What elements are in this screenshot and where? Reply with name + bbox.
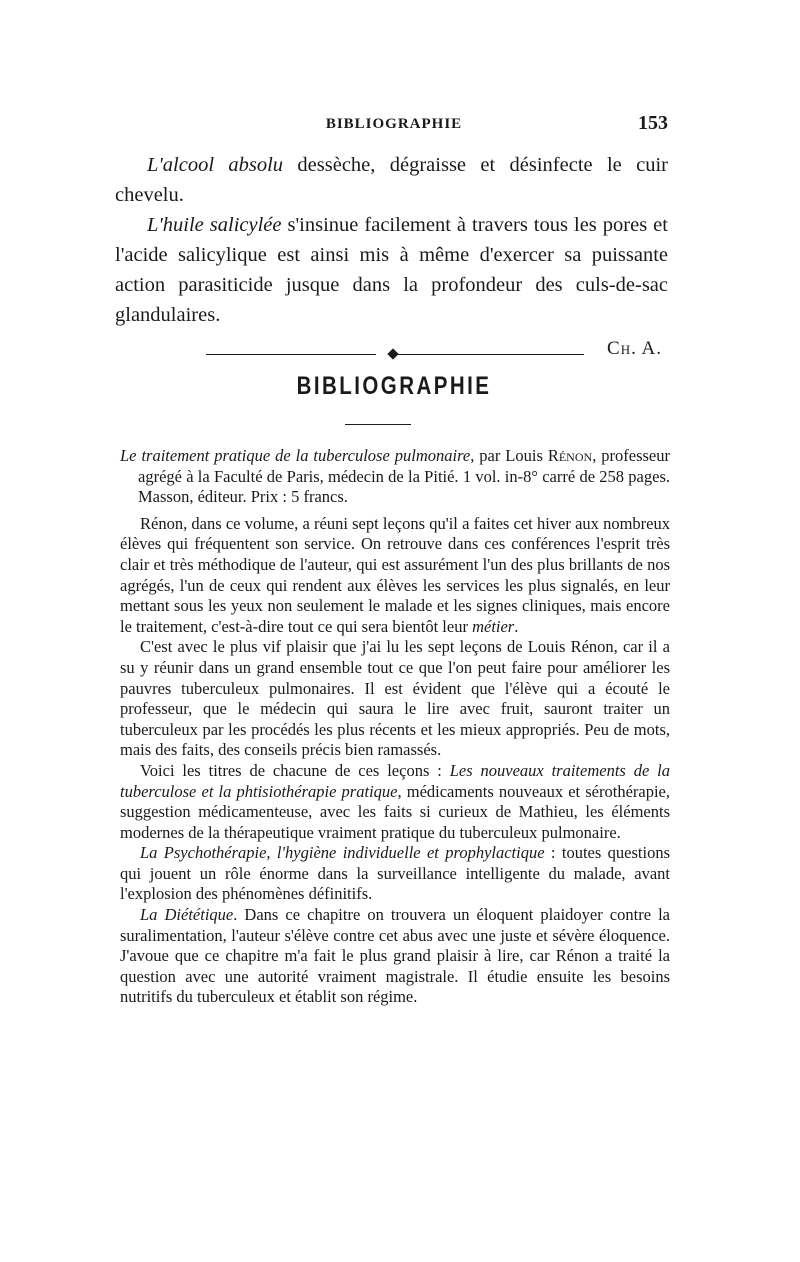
running-head: BIBLIOGRAPHIE bbox=[325, 116, 463, 132]
author-signature: Ch. A. bbox=[607, 338, 662, 359]
paragraph bbox=[120, 905, 670, 1008]
paragraph bbox=[120, 761, 670, 843]
emphasis: L'huile salicylée bbox=[147, 214, 282, 236]
page-header bbox=[120, 112, 668, 140]
paragraph bbox=[120, 843, 670, 905]
paragraph-text: . Dans ce chapitre on trouvera un éloquent plaidoyer contre la suralimentation, l'auteur s'élève contre cet abus avec une juste et sévère éloquence. J'avoue que ce chapitre m'a fait le plus grand plaisir à lire, car Rénon a traité la question avec une autorité vraiment magistrale. Il étudie ensuite les besoins nutritifs du tuberculeux et établit son régime. bbox=[120, 905, 671, 1007]
book-author: Rénon bbox=[547, 446, 593, 465]
emphasis: métier bbox=[472, 616, 515, 636]
lesson-title: La Psychothérapie, l'hygiène individuelle et prophylactique bbox=[140, 843, 545, 863]
paragraph-text: , médicaments nouveaux et sérothérapie, suggestion médicamenteuse, avec les faits si curieux de Mathieu, les éléments modernes de la thérapeutique vraiment pratique du tuberculeux pulmonaire. bbox=[120, 781, 671, 842]
previous-article-end bbox=[115, 150, 668, 364]
paragraph-text: : toutes questions qui jouent un rôle énorme dans la surveillance intelligente du malade, avant l'explosion des phénomènes définitifs. bbox=[120, 843, 670, 904]
paragraph bbox=[120, 514, 670, 638]
lesson-title: La Diététique bbox=[140, 905, 234, 925]
paragraph-text: s'insinue facilement à travers tous les pores et l'acide salicylique est ainsi mis à même d'exercer sa puissante action parasiticide jusque dans la profondeur des culs-de-sac glandulaires. bbox=[115, 214, 668, 326]
page-number: 153 bbox=[638, 112, 668, 134]
reference-text: , professeur agrégé à la Faculté de Paris, médecin de la Pitié. 1 vol. in-8° carré de 258 pages. Masson, éditeur. Prix : 5 francs. bbox=[138, 446, 670, 507]
paragraph-text: Voici les titres de chacune de ces leçons : bbox=[140, 760, 450, 780]
book-title: Le traitement pratique de la tuberculose pulmonaire bbox=[120, 446, 471, 465]
ornamental-divider bbox=[206, 350, 584, 360]
title-underline bbox=[345, 424, 411, 425]
paragraph-text: dessèche, dégraisse et désinfecte le cuir chevelu. bbox=[115, 154, 668, 206]
paragraph bbox=[115, 210, 668, 330]
book-review bbox=[120, 446, 670, 1008]
divider-line bbox=[394, 354, 584, 355]
section-title: BIBLIOGRAPHIE bbox=[296, 372, 492, 400]
emphasis: L'alcool absolu bbox=[147, 154, 284, 176]
paragraph-text: Rénon, dans ce volume, a réuni sept leçons qu'il a faites cet hiver aux nombreux élèves qui fréquentent son service. On retrouve dans ces conférences l'esprit très clair et très méthodique de l'auteur, qui est assurément l'un des plus brillants de nos agrégés, l'un de ceux qui rendent aux élèves les services les plus signalés, en leur mettant sous les yeux non seulement le malade et les signes cliniques, mais encore le traitement, c'est-à-dire tout ce qui sera bientôt leur bbox=[120, 513, 670, 636]
reference-text: , par Louis bbox=[470, 446, 548, 465]
book-reference bbox=[120, 446, 670, 508]
lesson-title: Les nouveaux traitements de la tuberculose et la phtisiothérapie pratique bbox=[120, 760, 670, 801]
paragraph bbox=[115, 150, 668, 210]
divider-line bbox=[206, 354, 376, 355]
paragraph: C'est avec le plus vif plaisir que j'ai lu les sept leçons de Louis Rénon, car il a su y réunir dans un grand ensemble tout ce que l'on peut faire pour améliorer les pauvres tuberculeux pulmonaires. Il est évident que l'élève qui a écouté le professeur, que le médecin qui saura le lire avec fruit, sauront traiter un tuberculeux par les procédés les plus récents et les mieux appropriés. Peu de mots, mais des faits, des conseils précis bien ramassés. bbox=[120, 637, 670, 760]
paragraph-text: . bbox=[514, 616, 519, 636]
